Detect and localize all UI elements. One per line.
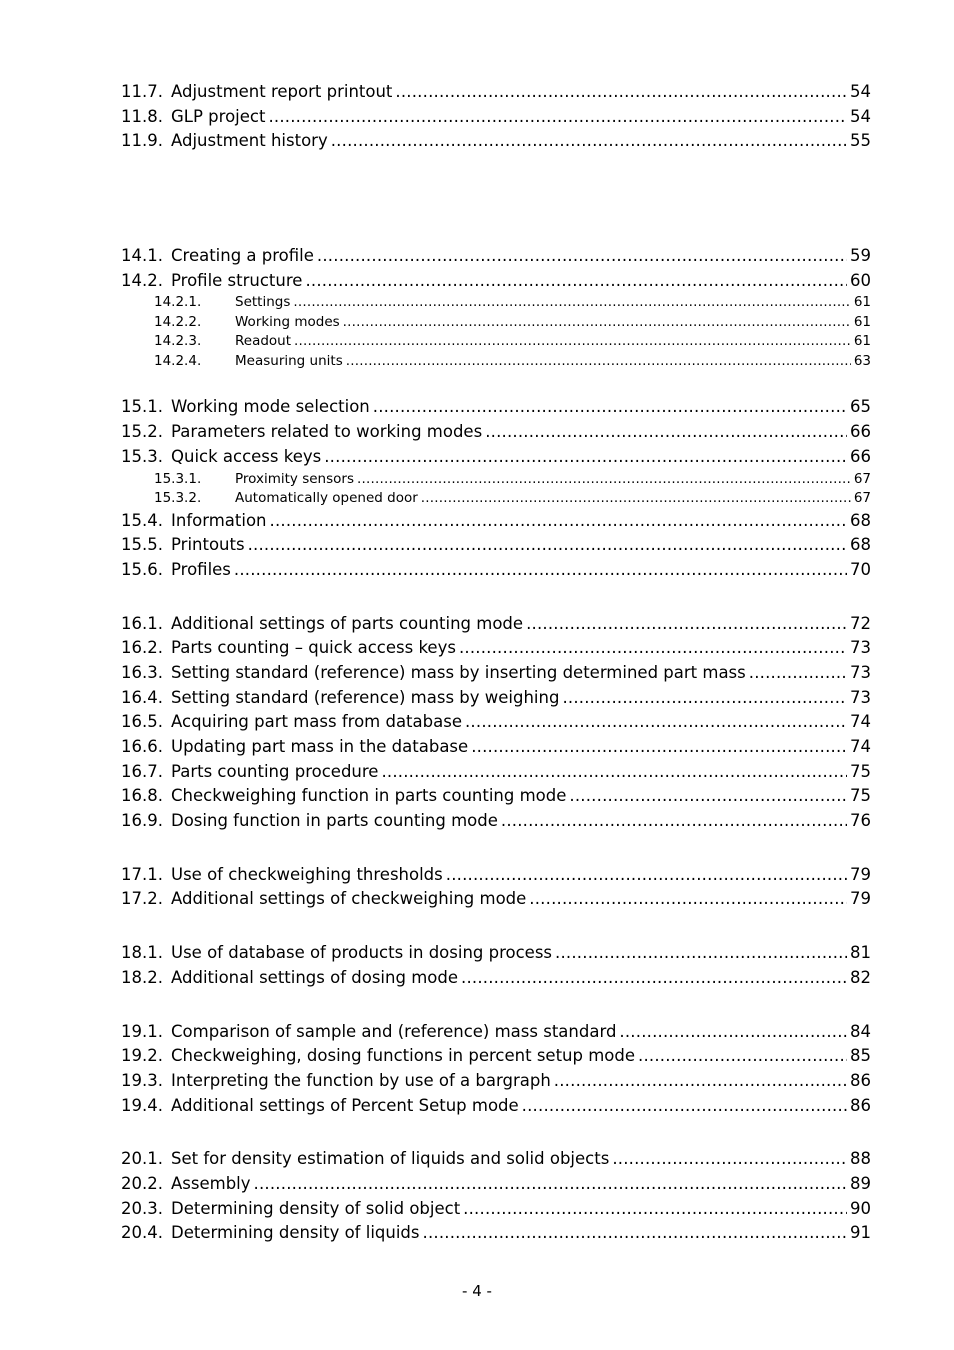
toc-entry[interactable] bbox=[121, 941, 871, 966]
entry-page: 91 bbox=[850, 1223, 871, 1243]
toc-group-section-19 bbox=[121, 1020, 871, 1119]
entry-title: Set for density estimation of liquids and solid objects bbox=[171, 1149, 610, 1169]
entry-title: Interpreting the function by use of a bargraph bbox=[171, 1070, 551, 1090]
entry-number: 20.4. bbox=[121, 1223, 163, 1243]
entry-number: 16.2. bbox=[121, 638, 163, 658]
entry-number: 15.3. bbox=[121, 446, 163, 466]
entry-title: Updating part mass in the database bbox=[171, 737, 469, 756]
toc-subentry[interactable] bbox=[121, 332, 871, 352]
toc-group-section-15 bbox=[121, 395, 871, 582]
toc-subentry[interactable] bbox=[121, 470, 871, 490]
entry-title: Parts counting – quick access keys bbox=[171, 638, 456, 658]
entry-title: Use of checkweighing thresholds bbox=[171, 864, 443, 884]
entry-page: 65 bbox=[850, 397, 871, 417]
toc-entry[interactable] bbox=[121, 1197, 871, 1222]
entry-number: 19.1. bbox=[121, 1021, 163, 1041]
entry-title: Quick access keys bbox=[171, 446, 322, 466]
dot-leader bbox=[526, 612, 847, 637]
toc-entry[interactable] bbox=[121, 1020, 871, 1045]
entry-number: 15.2. bbox=[121, 422, 163, 442]
entry-page: 68 bbox=[850, 510, 871, 530]
entry-number: 14.1. bbox=[121, 246, 163, 266]
entry-number: 14.2.3. bbox=[154, 333, 202, 350]
entry-page: 76 bbox=[850, 811, 871, 831]
dot-leader bbox=[638, 1044, 847, 1069]
dot-leader bbox=[461, 966, 847, 991]
toc-entry[interactable] bbox=[121, 966, 871, 991]
dot-leader bbox=[343, 313, 851, 333]
entry-page: 85 bbox=[850, 1046, 871, 1066]
entry-page: 66 bbox=[850, 422, 871, 442]
entry-page: 68 bbox=[850, 535, 871, 555]
entry-page: 75 bbox=[850, 761, 871, 781]
entry-page: 88 bbox=[850, 1149, 871, 1169]
dot-leader bbox=[522, 1094, 847, 1119]
dot-leader bbox=[459, 636, 847, 661]
toc-entry[interactable] bbox=[121, 244, 871, 269]
entry-number: 16.5. bbox=[121, 712, 163, 732]
entry-title: Determining density of liquids bbox=[171, 1223, 420, 1243]
entry-page: 66 bbox=[850, 446, 871, 466]
entry-number: 16.1. bbox=[121, 613, 163, 633]
entry-title: Use of database of products in dosing process bbox=[171, 943, 553, 963]
entry-page: 86 bbox=[850, 1070, 871, 1090]
entry-number: 16.8. bbox=[121, 786, 163, 806]
entry-number: 15.6. bbox=[121, 559, 163, 579]
toc-group-section-17 bbox=[121, 863, 871, 912]
entry-page: 61 bbox=[853, 294, 871, 311]
toc-subentry[interactable] bbox=[121, 489, 871, 509]
toc-entry[interactable] bbox=[121, 760, 871, 785]
entry-title: Automatically opened door bbox=[235, 490, 418, 506]
entry-page: 86 bbox=[850, 1095, 871, 1115]
entry-title: Working modes bbox=[235, 313, 340, 330]
entry-title: Parameters related to working modes bbox=[171, 422, 483, 442]
entry-title: Setting standard (reference) mass by inserting determined part mass bbox=[171, 662, 746, 682]
entry-page: 74 bbox=[850, 737, 871, 756]
dot-leader bbox=[293, 293, 850, 313]
toc-subentry[interactable] bbox=[121, 352, 871, 372]
entry-number: 18.2. bbox=[121, 967, 163, 987]
entry-title: Information bbox=[171, 510, 267, 530]
table-of-contents bbox=[121, 80, 871, 1246]
toc-entry[interactable] bbox=[121, 809, 871, 834]
entry-number: 16.3. bbox=[121, 662, 163, 682]
dot-leader bbox=[421, 489, 851, 509]
toc-entry[interactable] bbox=[121, 1094, 871, 1119]
toc-subentry[interactable] bbox=[121, 313, 871, 333]
dot-leader bbox=[395, 80, 847, 105]
toc-entry[interactable] bbox=[121, 533, 871, 558]
entry-page: 55 bbox=[850, 131, 871, 151]
toc-entry[interactable] bbox=[121, 612, 871, 637]
entry-page: 82 bbox=[850, 967, 871, 987]
entry-number: 14.2.1. bbox=[154, 294, 202, 311]
entry-page: 61 bbox=[853, 313, 871, 330]
entry-number: 15.3.2. bbox=[154, 490, 202, 506]
entry-number: 20.2. bbox=[121, 1173, 163, 1193]
dot-leader bbox=[294, 332, 851, 352]
entry-title: Printouts bbox=[171, 535, 245, 555]
entry-number: 14.2. bbox=[121, 270, 163, 290]
entry-page: 79 bbox=[850, 864, 871, 884]
entry-page: 90 bbox=[850, 1198, 871, 1218]
dot-leader bbox=[234, 558, 847, 583]
toc-entry[interactable] bbox=[121, 80, 871, 105]
entry-number: 15.5. bbox=[121, 535, 163, 555]
entry-title: Setting standard (reference) mass by weighing bbox=[171, 687, 560, 707]
entry-page: 60 bbox=[850, 270, 871, 290]
entry-title: GLP project bbox=[171, 106, 266, 126]
entry-title: Additional settings of Percent Setup mode bbox=[171, 1095, 519, 1115]
entry-title: Proximity sensors bbox=[235, 470, 354, 487]
entry-title: Adjustment history bbox=[171, 131, 328, 151]
entry-page: 73 bbox=[850, 687, 871, 707]
entry-title: Readout bbox=[235, 333, 292, 350]
entry-number: 11.9. bbox=[121, 131, 163, 151]
entry-title: Determining density of solid object bbox=[171, 1198, 461, 1218]
entry-number: 16.4. bbox=[121, 687, 163, 707]
entry-title: Measuring units bbox=[235, 352, 343, 369]
entry-page: 73 bbox=[850, 662, 871, 682]
entry-page: 61 bbox=[853, 333, 871, 350]
toc-group-section-14 bbox=[121, 244, 871, 371]
entry-title: Acquiring part mass from database bbox=[171, 712, 462, 732]
entry-number: 17.2. bbox=[121, 889, 163, 909]
entry-title: Additional settings of parts counting mode bbox=[171, 613, 524, 633]
dot-leader bbox=[248, 533, 847, 558]
dot-leader bbox=[346, 352, 851, 372]
entry-number: 16.7. bbox=[121, 761, 163, 781]
dot-leader bbox=[357, 470, 851, 490]
entry-title: Checkweighing, dosing functions in percent setup mode bbox=[171, 1046, 636, 1066]
entry-number: 18.1. bbox=[121, 943, 163, 963]
dot-leader bbox=[471, 735, 847, 760]
entry-number: 14.2.4. bbox=[154, 352, 202, 369]
dot-leader bbox=[317, 244, 847, 269]
entry-page: 89 bbox=[850, 1173, 871, 1193]
toc-entry[interactable] bbox=[121, 1069, 871, 1094]
entry-page: 72 bbox=[850, 613, 871, 633]
entry-title: Creating a profile bbox=[171, 246, 314, 266]
entry-title: Comparison of sample and (reference) mass standard bbox=[171, 1021, 617, 1041]
toc-entry[interactable] bbox=[121, 661, 871, 686]
toc-entry[interactable] bbox=[121, 129, 871, 154]
toc-entry[interactable] bbox=[121, 1221, 871, 1246]
dot-leader bbox=[501, 809, 847, 834]
toc-entry[interactable] bbox=[121, 710, 871, 735]
toc-entry[interactable] bbox=[121, 636, 871, 661]
entry-page: 59 bbox=[850, 246, 871, 266]
entry-number: 15.3.1. bbox=[154, 470, 202, 487]
entry-page: 75 bbox=[850, 786, 871, 806]
dot-leader bbox=[749, 661, 847, 686]
dot-leader bbox=[485, 420, 847, 445]
dot-leader bbox=[331, 129, 847, 154]
entry-page: 74 bbox=[850, 712, 871, 732]
entry-number: 14.2.2. bbox=[154, 313, 202, 330]
dot-leader bbox=[381, 760, 847, 785]
dot-leader bbox=[612, 1147, 847, 1172]
dot-leader bbox=[423, 1221, 848, 1246]
dot-leader bbox=[569, 784, 847, 809]
toc-entry[interactable] bbox=[121, 445, 871, 470]
toc-group-section-16 bbox=[121, 612, 871, 834]
entry-number: 11.8. bbox=[121, 106, 163, 126]
toc-entry[interactable] bbox=[121, 420, 871, 445]
entry-page: 67 bbox=[853, 470, 871, 487]
entry-title: Parts counting procedure bbox=[171, 761, 379, 781]
entry-title: Working mode selection bbox=[171, 397, 370, 417]
toc-group-section-20 bbox=[121, 1147, 871, 1246]
toc-entry[interactable] bbox=[121, 558, 871, 583]
dot-leader bbox=[268, 105, 847, 130]
entry-title: Additional settings of dosing mode bbox=[171, 967, 458, 987]
entry-page: 70 bbox=[850, 559, 871, 579]
entry-title: Additional settings of checkweighing mode bbox=[171, 889, 527, 909]
toc-entry[interactable] bbox=[121, 784, 871, 809]
toc-entry[interactable] bbox=[121, 105, 871, 130]
entry-number: 19.3. bbox=[121, 1070, 163, 1090]
toc-entry[interactable] bbox=[121, 1172, 871, 1197]
dot-leader bbox=[324, 445, 847, 470]
entry-page: 54 bbox=[850, 82, 871, 101]
dot-leader bbox=[619, 1020, 847, 1045]
entry-number: 20.1. bbox=[121, 1149, 163, 1169]
toc-entry[interactable] bbox=[121, 686, 871, 711]
entry-number: 17.1. bbox=[121, 864, 163, 884]
toc-entry[interactable] bbox=[121, 863, 871, 888]
entry-title: Assembly bbox=[171, 1173, 251, 1193]
entry-title: Checkweighing function in parts counting mode bbox=[171, 786, 567, 806]
entry-page: 63 bbox=[853, 352, 871, 369]
dot-leader bbox=[373, 395, 847, 420]
dot-leader bbox=[305, 269, 847, 294]
toc-entry[interactable] bbox=[121, 887, 871, 912]
entry-page: 67 bbox=[853, 490, 871, 506]
dot-leader bbox=[270, 509, 847, 534]
toc-entry[interactable] bbox=[121, 509, 871, 534]
entry-page: 81 bbox=[850, 943, 871, 963]
entry-title: Settings bbox=[235, 294, 291, 311]
entry-number: 11.7. bbox=[121, 82, 163, 101]
entry-title: Profiles bbox=[171, 559, 231, 579]
entry-title: Profile structure bbox=[171, 270, 303, 290]
toc-entry[interactable] bbox=[121, 1147, 871, 1172]
entry-page: 79 bbox=[850, 889, 871, 909]
dot-leader bbox=[529, 887, 847, 912]
dot-leader bbox=[463, 1197, 847, 1222]
entry-title: Dosing function in parts counting mode bbox=[171, 811, 498, 831]
entry-number: 16.6. bbox=[121, 737, 163, 756]
toc-subentry[interactable] bbox=[121, 293, 871, 313]
entry-page: 54 bbox=[850, 106, 871, 126]
dot-leader bbox=[562, 686, 847, 711]
entry-number: 19.2. bbox=[121, 1046, 163, 1066]
dot-leader bbox=[555, 941, 847, 966]
entry-number: 20.3. bbox=[121, 1198, 163, 1218]
toc-entry[interactable] bbox=[121, 269, 871, 294]
page-number-footer: - 4 - bbox=[462, 1282, 492, 1300]
toc-entry[interactable] bbox=[121, 395, 871, 420]
toc-entry[interactable] bbox=[121, 735, 871, 760]
toc-group-section-11 bbox=[121, 80, 871, 154]
entry-number: 15.4. bbox=[121, 510, 163, 530]
entry-title: Adjustment report printout bbox=[171, 82, 393, 101]
entry-page: 73 bbox=[850, 638, 871, 658]
entry-number: 19.4. bbox=[121, 1095, 163, 1115]
entry-number: 15.1. bbox=[121, 397, 163, 417]
dot-leader bbox=[446, 863, 847, 888]
dot-leader bbox=[465, 710, 847, 735]
entry-page: 84 bbox=[850, 1021, 871, 1041]
entry-number: 16.9. bbox=[121, 811, 163, 831]
toc-group-section-18 bbox=[121, 941, 871, 990]
toc-entry[interactable] bbox=[121, 1044, 871, 1069]
dot-leader bbox=[554, 1069, 847, 1094]
dot-leader bbox=[254, 1172, 847, 1197]
